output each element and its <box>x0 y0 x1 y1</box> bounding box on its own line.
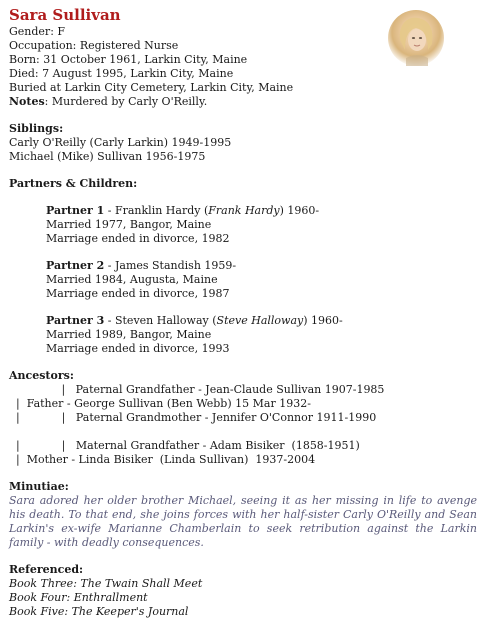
ancestors-heading: Ancestors: <box>9 369 74 382</box>
minutiae-heading: Minutiae: <box>9 480 69 493</box>
partner-married: Married 1989, Bangor, Maine <box>46 328 212 341</box>
referenced-item: Book Four: Enthrallment <box>9 591 148 604</box>
partner-label: Partner 1 <box>46 204 105 217</box>
portrait-icon <box>388 10 444 66</box>
partner-alias: Frank Hardy <box>208 204 280 217</box>
partner-label: Partner 3 <box>46 314 105 327</box>
sibling-item: Carly O'Reilly (Carly Larkin) 1949-1995 <box>9 136 232 149</box>
partner-block: Partner 3 - Steven Halloway (Steve Halloway) 1960- Married 1989, Bangor, Maine Marriage ended in divorce, 1993 <box>46 314 481 356</box>
portrait-photo <box>388 10 444 66</box>
died-field: Died: 7 August 1995, Larkin City, Maine <box>9 67 234 80</box>
ancestor-line: | Mother - Linda Bisiker (Linda Sullivan) 1937-2004 <box>9 453 316 466</box>
partner-ended: Marriage ended in divorce, 1982 <box>46 232 230 245</box>
partner-label: Partner 2 <box>46 259 105 272</box>
ancestor-tree <box>9 383 481 467</box>
partner-block: Partner 2 - James Standish 1959- Married 1984, Augusta, Maine Marriage ended in divorce, 1987 <box>46 259 481 301</box>
sibling-item: Michael (Mike) Sullivan 1956-1975 <box>9 150 206 163</box>
ancestor-line: | | Paternal Grandmother - Jennifer O'Connor 1911-1990 <box>9 411 377 424</box>
referenced-item: Book Five: The Keeper's Journal <box>9 605 189 618</box>
partner-ended: Marriage ended in divorce, 1993 <box>46 342 230 355</box>
ancestor-line: | Father - George Sullivan (Ben Webb) 15 Mar 1932- <box>9 397 311 410</box>
partner-ended: Marriage ended in divorce, 1987 <box>46 287 230 300</box>
partner-alias: Steve Halloway <box>216 314 304 327</box>
person-name: Sara Sullivan <box>9 6 121 24</box>
partner-married: Married 1984, Augusta, Maine <box>46 273 218 286</box>
buried-field: Buried at Larkin City Cemetery, Larkin City, Maine <box>9 81 294 94</box>
ancestor-line: | Paternal Grandfather - Jean-Claude Sullivan 1907-1985 <box>9 383 385 396</box>
notes-text: : Murdered by Carly O'Reilly. <box>44 95 208 108</box>
profile-page <box>9 6 481 619</box>
partners-heading: Partners & Children: <box>9 177 138 190</box>
minutiae-text: Sara adored her older brother Michael, seeing it as her missing in life to avenge his death. To that end, she joins forces with her half-sister Carly O'Reilly and Sean Larkin's ex-wife Marianne Chamberlain to seek retribution against the Larkin family - with deadly consequences. <box>9 494 477 549</box>
siblings-heading: Siblings: <box>9 122 64 135</box>
born-field: Born: 31 October 1961, Larkin City, Maine <box>9 53 248 66</box>
notes-field <box>9 95 481 109</box>
partner-block: Partner 1 - Franklin Hardy (Frank Hardy) 1960- Married 1977, Bangor, Maine Marriage ended in divorce, 1982 <box>46 204 481 246</box>
referenced-heading: Referenced: <box>9 563 84 576</box>
gender-field: Gender: F <box>9 25 66 38</box>
partner-married: Married 1977, Bangor, Maine <box>46 218 212 231</box>
referenced-item: Book Three: The Twain Shall Meet <box>9 577 203 590</box>
ancestor-line: | | Maternal Grandfather - Adam Bisiker (1858-1951) <box>9 439 360 452</box>
occupation-field: Occupation: Registered Nurse <box>9 39 179 52</box>
notes-label: Notes <box>9 95 45 108</box>
